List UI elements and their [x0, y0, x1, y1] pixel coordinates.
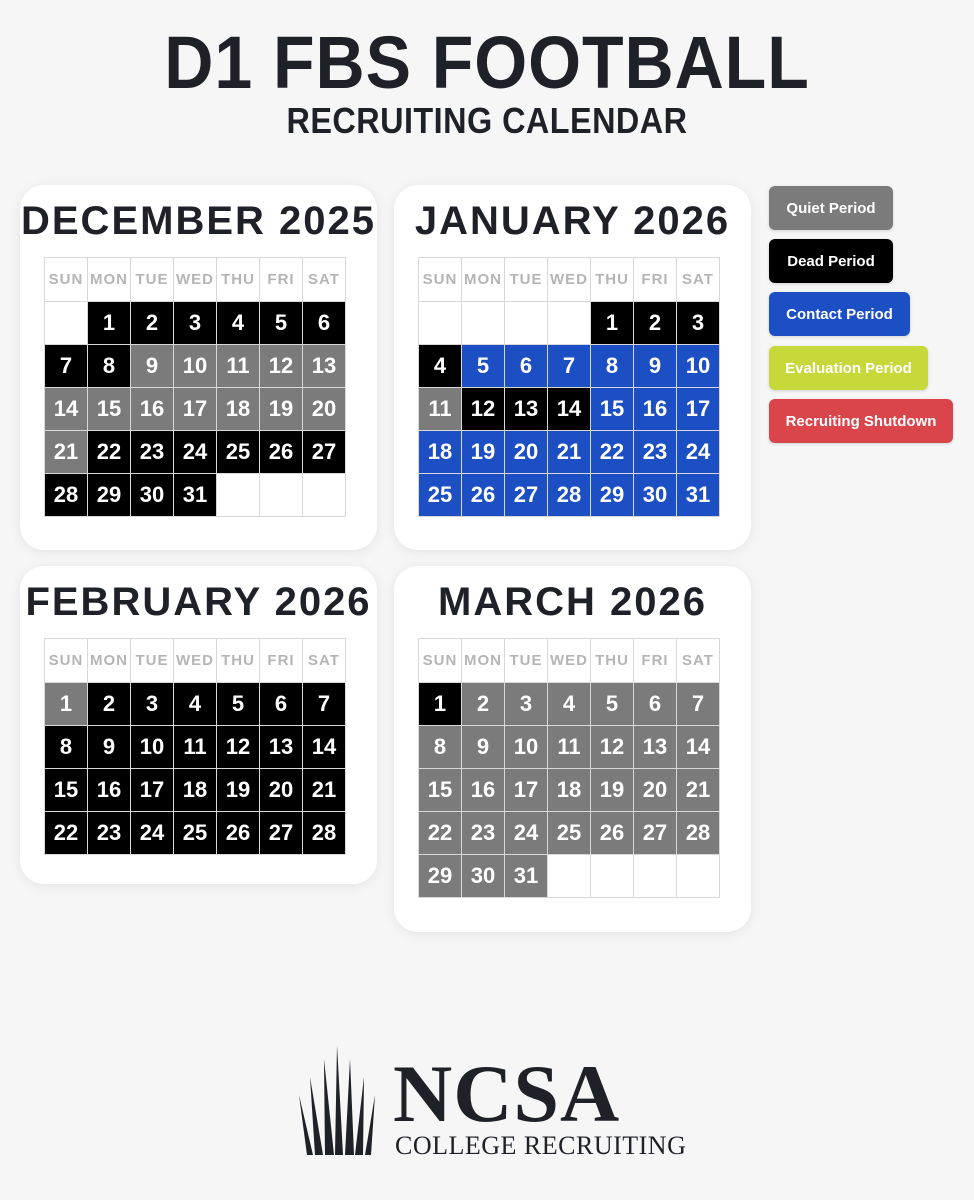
calendar-day: 21 — [45, 431, 88, 474]
week-row — [419, 345, 720, 388]
calendar-day: 25 — [217, 431, 260, 474]
calendar-day: 18 — [548, 769, 591, 812]
weekday-label: MON — [88, 258, 131, 302]
calendar-day: 29 — [419, 855, 462, 898]
calendar-grid — [44, 638, 346, 855]
calendar-day: 17 — [677, 388, 720, 431]
empty-day — [303, 474, 346, 517]
calendar-day: 3 — [677, 302, 720, 345]
calendar-day: 25 — [174, 812, 217, 855]
calendar-day: 6 — [505, 345, 548, 388]
calendar-day: 4 — [217, 302, 260, 345]
calendar-day: 11 — [174, 726, 217, 769]
calendar-day: 17 — [174, 388, 217, 431]
calendar-day: 11 — [419, 388, 462, 431]
calendar-day: 31 — [677, 474, 720, 517]
empty-day — [548, 302, 591, 345]
calendar-day: 24 — [505, 812, 548, 855]
calendar-day: 18 — [419, 431, 462, 474]
calendar-day: 12 — [462, 388, 505, 431]
weekday-label: TUE — [131, 639, 174, 683]
week-row — [45, 388, 346, 431]
weekday-label: SUN — [419, 258, 462, 302]
week-row — [45, 683, 346, 726]
weekday-label: WED — [548, 639, 591, 683]
calendar-day: 1 — [45, 683, 88, 726]
weekday-label: MON — [88, 639, 131, 683]
calendar-day: 27 — [634, 812, 677, 855]
weekday-label: WED — [548, 258, 591, 302]
calendar-day: 28 — [677, 812, 720, 855]
empty-day — [505, 302, 548, 345]
calendar-day: 9 — [462, 726, 505, 769]
calendar-day: 12 — [260, 345, 303, 388]
calendar-day: 18 — [217, 388, 260, 431]
calendar-day: 5 — [591, 683, 634, 726]
calendar-day: 15 — [45, 769, 88, 812]
week-row — [419, 726, 720, 769]
week-row — [45, 812, 346, 855]
month-card-january — [394, 185, 751, 550]
calendar-day: 12 — [217, 726, 260, 769]
week-row — [45, 302, 346, 345]
calendar-day: 20 — [260, 769, 303, 812]
calendar-day: 11 — [548, 726, 591, 769]
calendar-day: 4 — [174, 683, 217, 726]
calendar-day: 15 — [419, 769, 462, 812]
weekday-label: SUN — [419, 639, 462, 683]
empty-day — [462, 302, 505, 345]
calendar-day: 1 — [419, 683, 462, 726]
calendar-day: 8 — [45, 726, 88, 769]
calendar-day: 29 — [88, 474, 131, 517]
calendar-day: 27 — [260, 812, 303, 855]
ncsa-logo — [297, 1045, 697, 1165]
calendar-day: 21 — [548, 431, 591, 474]
calendar-day: 2 — [634, 302, 677, 345]
calendar-day: 14 — [45, 388, 88, 431]
weekday-label: SAT — [677, 639, 720, 683]
calendar-day: 17 — [131, 769, 174, 812]
week-row — [419, 388, 720, 431]
calendar-day: 26 — [462, 474, 505, 517]
calendar-grid — [418, 638, 720, 898]
weekday-header-row — [45, 639, 346, 683]
calendar-day: 10 — [174, 345, 217, 388]
week-row — [419, 812, 720, 855]
ncsa-crown-icon — [297, 1045, 377, 1157]
calendar-day: 13 — [634, 726, 677, 769]
weekday-label: SAT — [303, 639, 346, 683]
calendar-day: 7 — [548, 345, 591, 388]
calendar-day: 21 — [677, 769, 720, 812]
calendar-day: 3 — [505, 683, 548, 726]
calendar-day: 15 — [591, 388, 634, 431]
empty-day — [634, 855, 677, 898]
month-title: JANUARY 2026 — [414, 199, 731, 243]
calendar-day: 23 — [634, 431, 677, 474]
calendar-day: 6 — [303, 302, 346, 345]
calendar-day: 3 — [131, 683, 174, 726]
calendar-day: 3 — [174, 302, 217, 345]
weekday-label: SUN — [45, 258, 88, 302]
calendar-day: 5 — [217, 683, 260, 726]
legend-dead-period: Dead Period — [769, 239, 893, 283]
weekday-header-row — [419, 258, 720, 302]
calendar-day: 10 — [677, 345, 720, 388]
calendar-day: 9 — [88, 726, 131, 769]
logo-wordmark: NCSA — [393, 1048, 621, 1139]
calendar-day: 19 — [462, 431, 505, 474]
calendar-day: 9 — [634, 345, 677, 388]
calendar-day: 7 — [677, 683, 720, 726]
calendar-day: 22 — [591, 431, 634, 474]
calendar-day: 13 — [303, 345, 346, 388]
calendar-day: 21 — [303, 769, 346, 812]
calendar-day: 8 — [419, 726, 462, 769]
week-row — [419, 302, 720, 345]
page-subtitle: RECRUITING CALENDAR — [286, 100, 688, 141]
calendar-day: 15 — [88, 388, 131, 431]
calendar-day: 16 — [131, 388, 174, 431]
calendar-day: 20 — [303, 388, 346, 431]
calendar-day: 27 — [303, 431, 346, 474]
weekday-label: WED — [174, 639, 217, 683]
weekday-label: THU — [591, 258, 634, 302]
calendar-day: 7 — [303, 683, 346, 726]
empty-day — [548, 855, 591, 898]
calendar-day: 14 — [548, 388, 591, 431]
legend-evaluation-period: Evaluation Period — [769, 346, 928, 390]
calendar-day: 24 — [677, 431, 720, 474]
calendar-day: 19 — [591, 769, 634, 812]
weekday-label: MON — [462, 639, 505, 683]
weekday-label: SUN — [45, 639, 88, 683]
calendar-day: 28 — [45, 474, 88, 517]
calendar-day: 8 — [591, 345, 634, 388]
calendar-day: 11 — [217, 345, 260, 388]
calendar-day: 6 — [634, 683, 677, 726]
calendar-day: 27 — [505, 474, 548, 517]
calendar-day: 23 — [131, 431, 174, 474]
month-title: FEBRUARY 2026 — [25, 580, 372, 624]
calendar-day: 7 — [45, 345, 88, 388]
logo-tagline: COLLEGE RECRUITING — [395, 1131, 687, 1160]
weekday-label: SAT — [303, 258, 346, 302]
week-row — [419, 683, 720, 726]
month-card-march — [394, 566, 751, 932]
calendar-day: 2 — [462, 683, 505, 726]
calendar-day: 2 — [131, 302, 174, 345]
weekday-label: FRI — [634, 639, 677, 683]
calendar-day: 23 — [462, 812, 505, 855]
week-row — [45, 345, 346, 388]
legend-recruiting-shutdown: Recruiting Shutdown — [769, 399, 953, 443]
empty-day — [419, 302, 462, 345]
calendar-day: 5 — [260, 302, 303, 345]
month-title: DECEMBER 2025 — [20, 199, 376, 243]
calendar-day: 28 — [303, 812, 346, 855]
calendar-day: 1 — [88, 302, 131, 345]
weekday-label: FRI — [260, 639, 303, 683]
calendar-day: 31 — [174, 474, 217, 517]
weekday-label: THU — [591, 639, 634, 683]
week-row — [419, 431, 720, 474]
calendar-day: 13 — [260, 726, 303, 769]
calendar-day: 17 — [505, 769, 548, 812]
calendar-day: 25 — [548, 812, 591, 855]
week-row — [45, 431, 346, 474]
calendar-day: 23 — [88, 812, 131, 855]
calendar-day: 22 — [88, 431, 131, 474]
calendar-day: 12 — [591, 726, 634, 769]
week-row — [419, 769, 720, 812]
week-row — [419, 474, 720, 517]
calendar-day: 6 — [260, 683, 303, 726]
weekday-label: FRI — [634, 258, 677, 302]
calendar-day: 26 — [591, 812, 634, 855]
calendar-day: 16 — [634, 388, 677, 431]
weekday-label: TUE — [505, 639, 548, 683]
calendar-day: 24 — [174, 431, 217, 474]
weekday-label: MON — [462, 258, 505, 302]
calendar-day: 28 — [548, 474, 591, 517]
empty-day — [260, 474, 303, 517]
week-row — [419, 855, 720, 898]
week-row — [45, 769, 346, 812]
month-card-february — [20, 566, 377, 884]
weekday-label: THU — [217, 258, 260, 302]
calendar-day: 20 — [505, 431, 548, 474]
weekday-label: TUE — [131, 258, 174, 302]
calendar-day: 19 — [217, 769, 260, 812]
calendar-day: 16 — [462, 769, 505, 812]
weekday-label: SAT — [677, 258, 720, 302]
weekday-header-row — [419, 639, 720, 683]
legend-quiet-period: Quiet Period — [769, 186, 893, 230]
legend-contact-period: Contact Period — [769, 292, 910, 336]
calendar-day: 18 — [174, 769, 217, 812]
weekday-header-row — [45, 258, 346, 302]
empty-day — [591, 855, 634, 898]
weekday-label: FRI — [260, 258, 303, 302]
calendar-day: 26 — [217, 812, 260, 855]
calendar-day: 5 — [462, 345, 505, 388]
calendar-day: 24 — [131, 812, 174, 855]
month-title: MARCH 2026 — [438, 580, 707, 624]
calendar-day: 10 — [505, 726, 548, 769]
weekday-label: THU — [217, 639, 260, 683]
week-row — [45, 474, 346, 517]
calendar-day: 19 — [260, 388, 303, 431]
page-title: D1 FBS FOOTBALL — [164, 21, 810, 104]
calendar-day: 8 — [88, 345, 131, 388]
calendar-day: 10 — [131, 726, 174, 769]
calendar-day: 25 — [419, 474, 462, 517]
empty-day — [677, 855, 720, 898]
calendar-day: 14 — [677, 726, 720, 769]
calendar-day: 2 — [88, 683, 131, 726]
week-row — [45, 726, 346, 769]
calendar-day: 26 — [260, 431, 303, 474]
calendar-day: 16 — [88, 769, 131, 812]
calendar-grid — [418, 257, 720, 517]
empty-day — [45, 302, 88, 345]
calendar-day: 13 — [505, 388, 548, 431]
calendar-day: 31 — [505, 855, 548, 898]
calendar-day: 30 — [634, 474, 677, 517]
month-card-december — [20, 185, 377, 550]
calendar-day: 22 — [419, 812, 462, 855]
calendar-day: 9 — [131, 345, 174, 388]
calendar-day: 30 — [462, 855, 505, 898]
calendar-day: 1 — [591, 302, 634, 345]
calendar-day: 4 — [419, 345, 462, 388]
calendar-day: 4 — [548, 683, 591, 726]
calendar-grid — [44, 257, 346, 517]
calendar-day: 29 — [591, 474, 634, 517]
weekday-label: TUE — [505, 258, 548, 302]
calendar-day: 14 — [303, 726, 346, 769]
weekday-label: WED — [174, 258, 217, 302]
calendar-day: 22 — [45, 812, 88, 855]
calendar-day: 30 — [131, 474, 174, 517]
empty-day — [217, 474, 260, 517]
calendar-day: 20 — [634, 769, 677, 812]
